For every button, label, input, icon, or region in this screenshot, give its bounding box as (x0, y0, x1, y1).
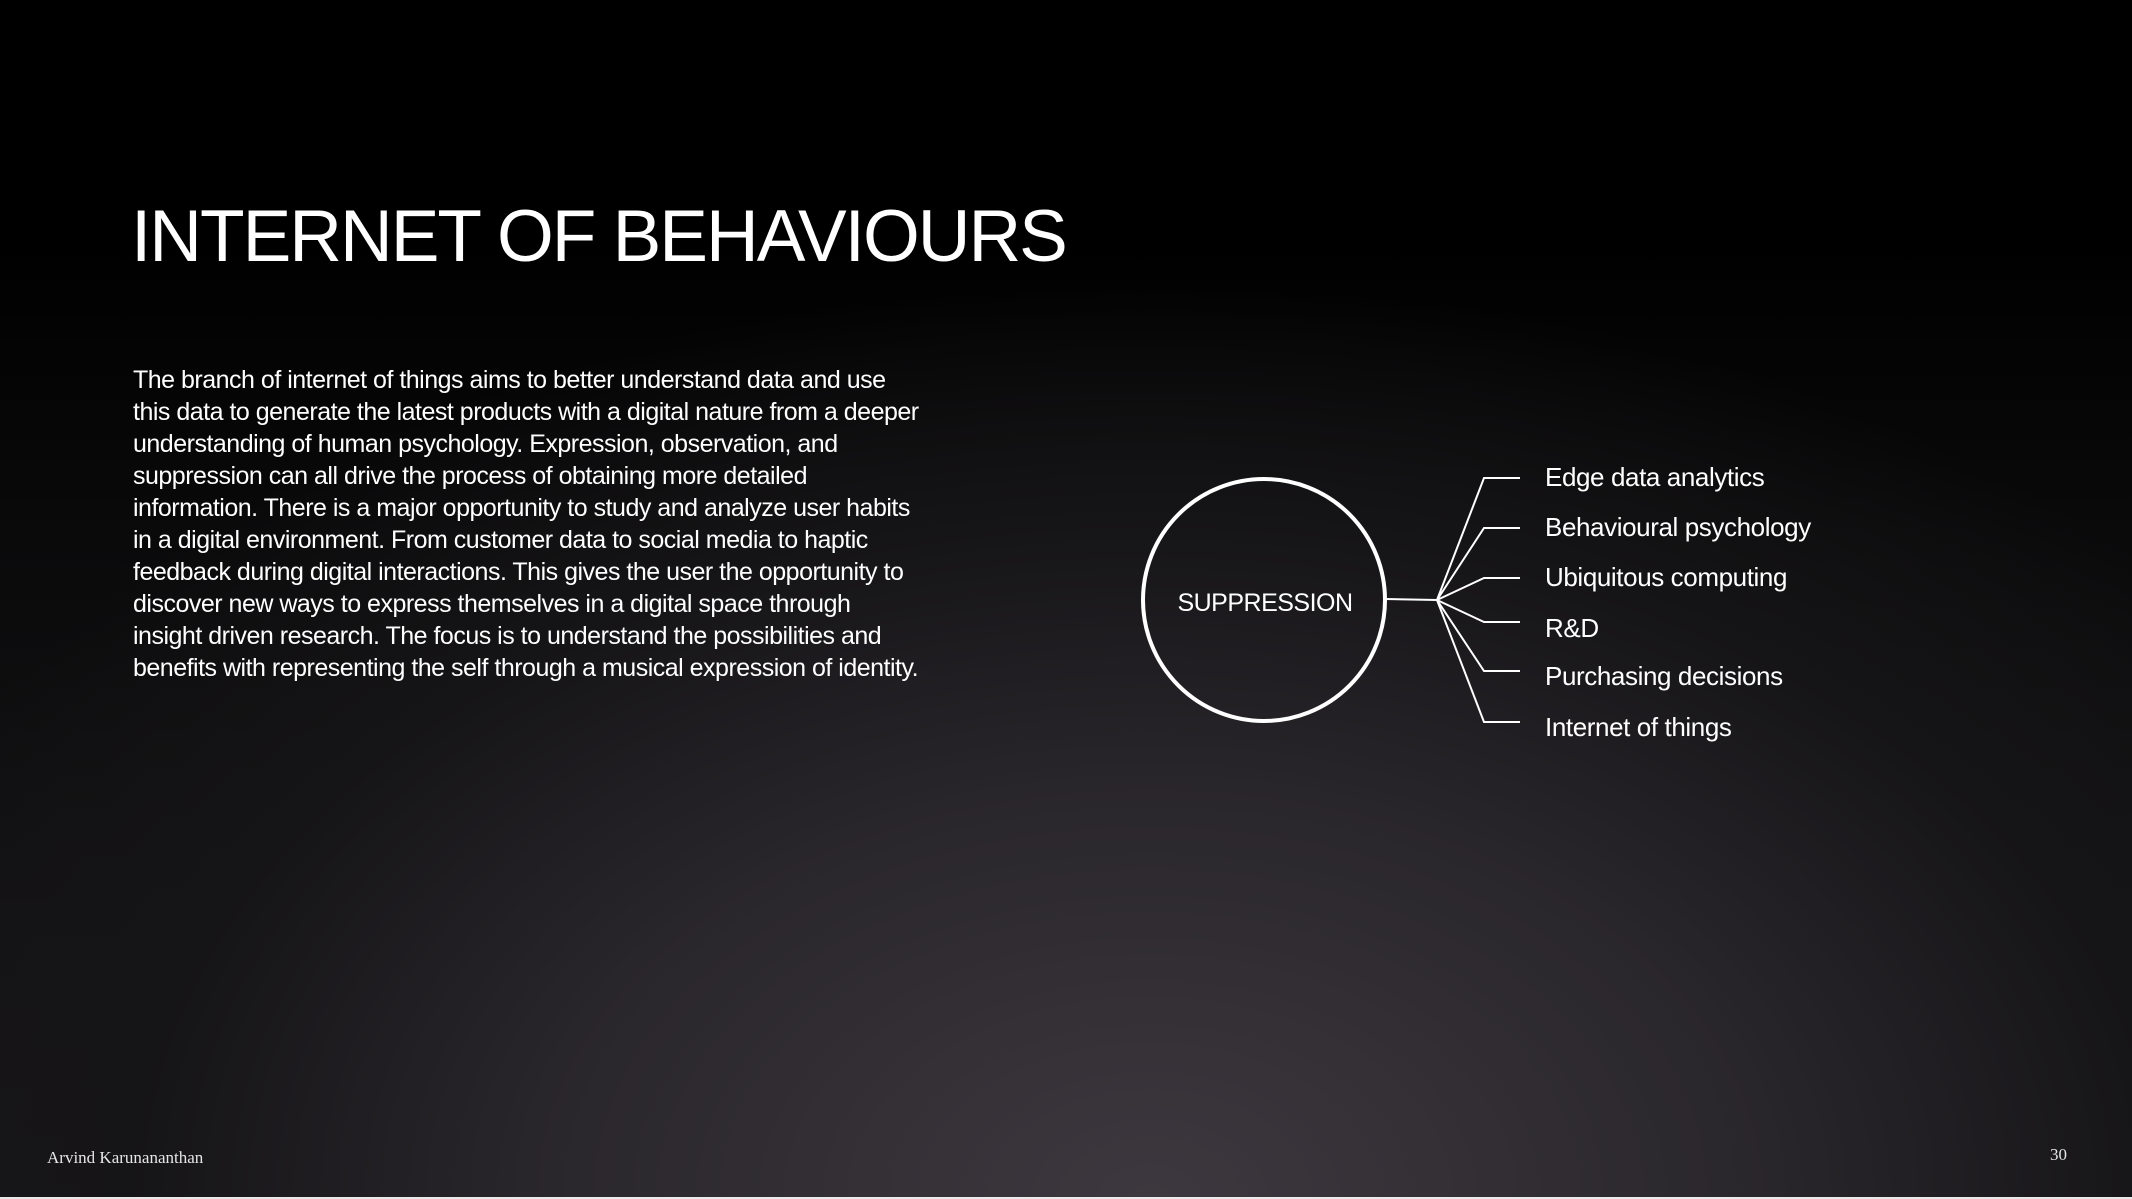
diagram-center-label: SUPPRESSION (1177, 589, 1353, 617)
branch-label-edge-data-analytics: Edge data analytics (1545, 462, 1765, 492)
branch-label-behavioural-psychology: Behavioural psychology (1545, 512, 1811, 542)
branch-label-rnd: R&D (1545, 613, 1599, 643)
branch-line-5 (1437, 600, 1520, 671)
branch-line-2 (1437, 528, 1520, 600)
footer-author: Arvind Karunananthan (47, 1148, 204, 1167)
branch-label-purchasing-decisions: Purchasing decisions (1545, 661, 1783, 691)
page-number: 30 (2050, 1145, 2067, 1164)
slide-title: INTERNET OF BEHAVIOURS (131, 196, 1066, 277)
branch-label-ubiquitous-computing: Ubiquitous computing (1545, 562, 1788, 592)
connector-line (1385, 599, 1437, 600)
branch-label-internet-of-things: Internet of things (1545, 712, 1732, 742)
body-paragraph: The branch of internet of things aims to better understand data and use this data to generate the latest products with a digital nature from a deeper understanding of human psychology. Expression, observation, and suppression can all drive the process of obtaining more detailed information. There is a major opportunity to study and analyze user habits in a digital environment. From customer data to social media to haptic feedback during digital interactions. This gives the user the opportunity to discover new ways to express themselves in a digital space through insight driven research. The focus is to understand the possibilities and benefits with representing the self through a musical expression of identity. (133, 366, 919, 682)
branch-lines (1437, 478, 1520, 722)
